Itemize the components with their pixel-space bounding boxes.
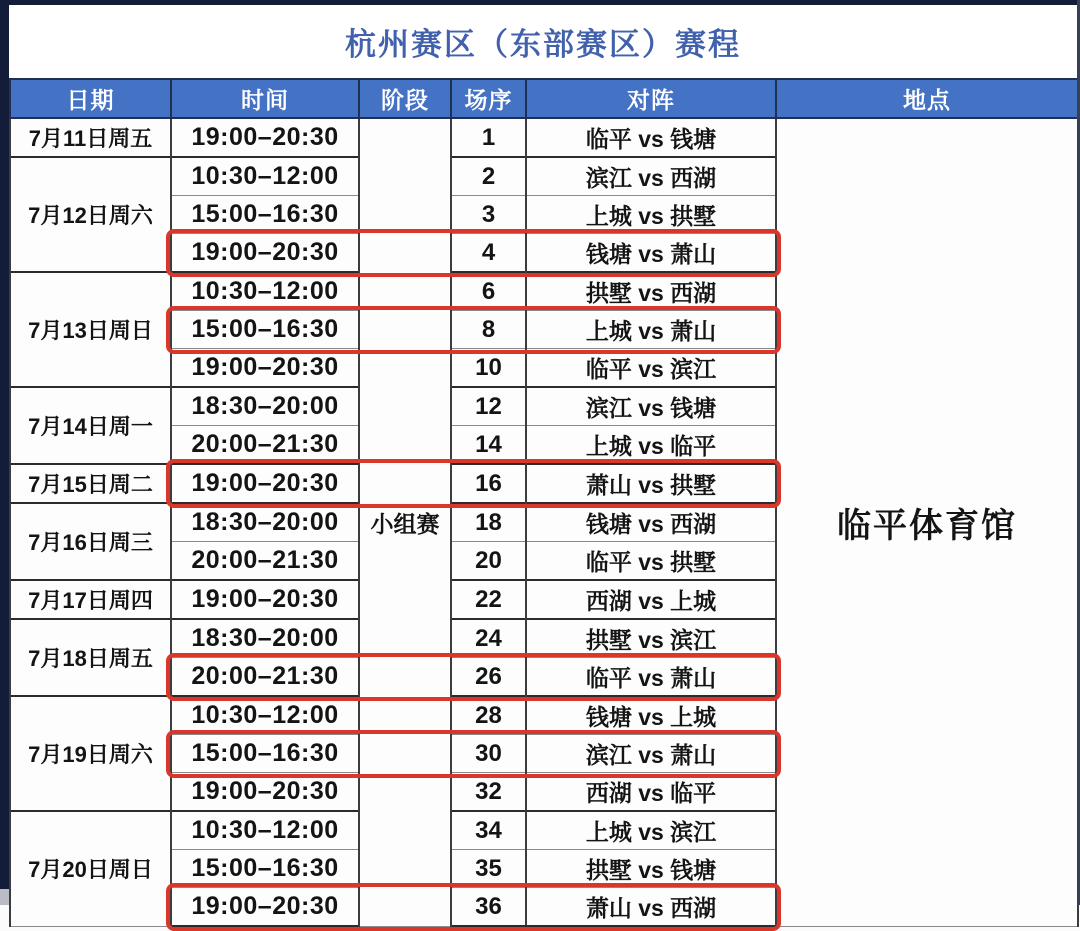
page-title: 杭州赛区（东部赛区）赛程 [345, 19, 741, 64]
time-cell: 10:30–12:00 [171, 272, 359, 311]
column-header-time: 时间 [171, 79, 359, 118]
matchup-cell: 钱塘 vs 西湖 [526, 503, 776, 542]
matchup-cell: 上城 vs 滨江 [526, 811, 776, 850]
photo-frame-left [0, 0, 9, 889]
matchup-cell: 临平 vs 滨江 [526, 349, 776, 388]
photo-frame-top [0, 0, 1080, 5]
time-cell: 18:30–20:00 [171, 387, 359, 426]
matchup-cell: 萧山 vs 拱墅 [526, 464, 776, 503]
column-header-date: 日期 [10, 79, 171, 118]
date-cell: 7月20日周日 [10, 811, 171, 926]
matchup-cell: 西湖 vs 临平 [526, 773, 776, 812]
title-bar [9, 5, 1077, 78]
match-number-cell: 4 [451, 234, 526, 273]
time-cell: 19:00–20:30 [171, 580, 359, 619]
match-number-cell: 26 [451, 658, 526, 697]
matchup-cell: 滨江 vs 西湖 [526, 157, 776, 196]
time-cell: 15:00–16:30 [171, 735, 359, 773]
date-cell: 7月13日周日 [10, 272, 171, 387]
matchup-cell: 拱墅 vs 西湖 [526, 272, 776, 311]
column-header-venue: 地点 [776, 79, 1078, 118]
date-cell: 7月16日周三 [10, 503, 171, 580]
venue-cell: 临平体育馆 [776, 118, 1078, 926]
match-number-cell: 10 [451, 349, 526, 388]
schedule-table-wrap [9, 78, 1077, 927]
time-cell: 10:30–12:00 [171, 696, 359, 735]
date-cell: 7月14日周一 [10, 387, 171, 464]
matchup-cell: 上城 vs 拱墅 [526, 196, 776, 234]
match-number-cell: 35 [451, 850, 526, 888]
matchup-cell: 钱塘 vs 萧山 [526, 234, 776, 273]
date-cell: 7月17日周四 [10, 580, 171, 619]
date-cell: 7月19日周六 [10, 696, 171, 811]
match-number-cell: 30 [451, 735, 526, 773]
time-cell: 15:00–16:30 [171, 850, 359, 888]
time-cell: 10:30–12:00 [171, 157, 359, 196]
time-cell: 20:00–21:30 [171, 426, 359, 465]
match-number-cell: 6 [451, 272, 526, 311]
match-number-cell: 12 [451, 387, 526, 426]
matchup-cell: 临平 vs 萧山 [526, 658, 776, 697]
matchup-cell: 临平 vs 钱塘 [526, 118, 776, 157]
schedule-table [9, 78, 1079, 927]
match-number-cell: 32 [451, 773, 526, 812]
matchup-cell: 上城 vs 萧山 [526, 311, 776, 349]
date-cell: 7月11日周五 [10, 118, 171, 157]
time-cell: 19:00–20:30 [171, 464, 359, 503]
matchup-cell: 拱墅 vs 钱塘 [526, 850, 776, 888]
time-cell: 18:30–20:00 [171, 503, 359, 542]
time-cell: 10:30–12:00 [171, 811, 359, 850]
time-cell: 19:00–20:30 [171, 888, 359, 927]
time-cell: 19:00–20:30 [171, 118, 359, 157]
match-number-cell: 14 [451, 426, 526, 465]
time-cell: 19:00–20:30 [171, 234, 359, 273]
matchup-cell: 西湖 vs 上城 [526, 580, 776, 619]
matchup-cell: 临平 vs 拱墅 [526, 542, 776, 581]
photo-frame-left-bottom [0, 889, 9, 905]
match-number-cell: 1 [451, 118, 526, 157]
matchup-cell: 滨江 vs 萧山 [526, 735, 776, 773]
match-number-cell: 2 [451, 157, 526, 196]
time-cell: 19:00–20:30 [171, 349, 359, 388]
stage-cell: 小组赛 [359, 118, 451, 926]
page-content [9, 5, 1077, 927]
match-number-cell: 20 [451, 542, 526, 581]
time-cell: 15:00–16:30 [171, 196, 359, 234]
time-cell: 18:30–20:00 [171, 619, 359, 658]
matchup-cell: 拱墅 vs 滨江 [526, 619, 776, 658]
matchup-cell: 萧山 vs 西湖 [526, 888, 776, 927]
matchup-cell: 滨江 vs 钱塘 [526, 387, 776, 426]
matchup-cell: 钱塘 vs 上城 [526, 696, 776, 735]
table-row [10, 118, 1078, 157]
match-number-cell: 8 [451, 311, 526, 349]
match-number-cell: 34 [451, 811, 526, 850]
time-cell: 20:00–21:30 [171, 542, 359, 581]
date-cell: 7月18日周五 [10, 619, 171, 696]
schedule-table-body [10, 118, 1078, 926]
match-number-cell: 36 [451, 888, 526, 927]
date-cell: 7月15日周二 [10, 464, 171, 503]
column-header-seq: 场序 [451, 79, 526, 118]
column-header-stage: 阶段 [359, 79, 451, 118]
column-header-match: 对阵 [526, 79, 776, 118]
time-cell: 15:00–16:30 [171, 311, 359, 349]
match-number-cell: 24 [451, 619, 526, 658]
match-number-cell: 22 [451, 580, 526, 619]
schedule-table-header [10, 79, 1078, 118]
date-cell: 7月12日周六 [10, 157, 171, 272]
time-cell: 19:00–20:30 [171, 773, 359, 812]
matchup-cell: 上城 vs 临平 [526, 426, 776, 465]
match-number-cell: 18 [451, 503, 526, 542]
match-number-cell: 3 [451, 196, 526, 234]
match-number-cell: 16 [451, 464, 526, 503]
time-cell: 20:00–21:30 [171, 658, 359, 697]
match-number-cell: 28 [451, 696, 526, 735]
